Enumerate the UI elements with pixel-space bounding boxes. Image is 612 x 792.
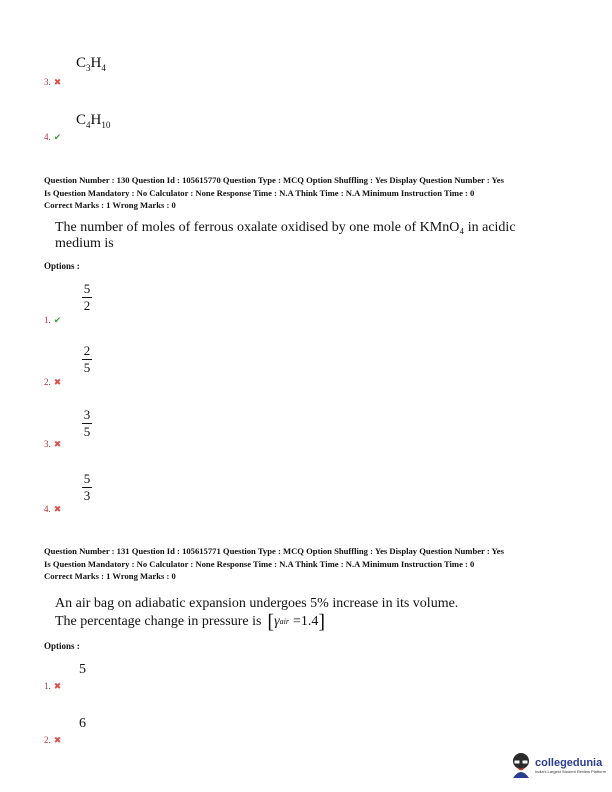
option-formula-c4h10: $C_4H_{10}$ <box>76 112 111 130</box>
option-number: 3. ✖ <box>44 77 62 87</box>
option-fraction: 2 5 <box>83 343 91 375</box>
wrong-mark-icon: ✖ <box>53 377 62 387</box>
wrong-mark-icon: ✖ <box>53 77 62 87</box>
gamma-expression: [ γ air =1.4 ] <box>267 611 326 633</box>
wrong-mark-icon: ✖ <box>53 735 62 745</box>
option-value: 6 <box>79 716 86 731</box>
mascot-icon <box>510 752 532 778</box>
option-number: 4. ✔ <box>44 132 62 142</box>
correct-check-icon: ✔ <box>53 315 62 325</box>
options-label: Options : <box>44 641 80 651</box>
logo-tagline: India's Largest Student Review Platform <box>535 768 607 774</box>
option-number: 3. ✖ <box>44 439 62 449</box>
collegedunia-logo <box>510 752 606 778</box>
option-fraction: 5 3 <box>83 471 91 503</box>
question-text: An air bag on adiabatic expansion undergoes 5% increase in its volume. The percentage change in pressure is [ γ air =1.4 ] <box>55 596 459 633</box>
correct-check-icon: ✔ <box>53 132 62 142</box>
option-number: 4. ✖ <box>44 504 62 514</box>
options-label: Options : <box>44 261 80 271</box>
option-number: 2. ✖ <box>44 735 62 745</box>
logo-wordmark: collegedunia <box>535 756 603 769</box>
option-fraction: 3 5 <box>83 407 91 439</box>
option-number: 2. ✖ <box>44 377 62 387</box>
question-meta: Question Number : 131 Question Id : 105615771 Question Type : MCQ Option Shuffling : Yes Display Question Number : Yes Is Question Mandatory : No Calculator : None Response Time : N.A Think Time : N.A Minimum Instruction Time : 0 Correct Marks : 1 Wrong Marks : 0 <box>44 546 504 581</box>
wrong-mark-icon: ✖ <box>53 504 62 514</box>
wrong-mark-icon: ✖ <box>53 439 62 449</box>
option-value: 5 <box>79 662 86 677</box>
option-number: 1. ✖ <box>44 681 62 691</box>
question-text: The number of moles of ferrous oxalate oxidised by one mole of KMnO₄ in acidic medium is <box>55 220 516 251</box>
option-fraction: 5 2 <box>83 281 91 313</box>
option-number: 1. ✔ <box>44 315 62 325</box>
wrong-mark-icon: ✖ <box>53 681 62 691</box>
option-formula-c3h4: $C_3H_4$ <box>76 55 106 73</box>
question-meta: Question Number : 130 Question Id : 105615770 Question Type : MCQ Option Shuffling : Yes Display Question Number : Yes Is Question Mandatory : No Calculator : None Response Time : N.A Think Time : N.A Minimum Instruction Time : 0 Correct Marks : 1 Wrong Marks : 0 <box>44 175 504 210</box>
